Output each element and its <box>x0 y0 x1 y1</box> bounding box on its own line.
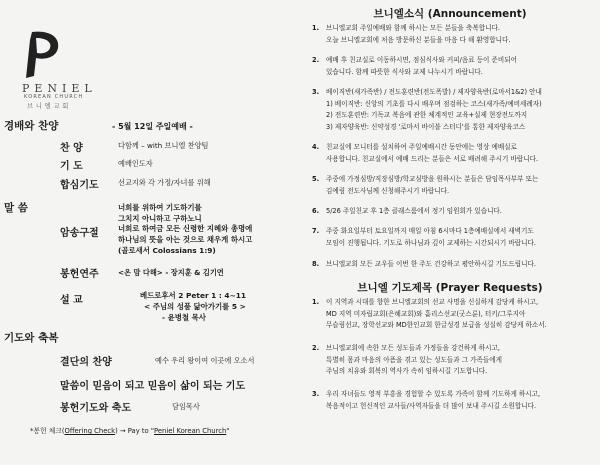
right-column: 브니엘소식 (Announcement) 1. 브니엘교회 주일예배와 함께 하시는 모든 분들을 축복합니다. 오늘 브니엘교회에 처음 방문하신 분들을 마음 다 해 환영합니다. 2. 예배 후 친교실로 이동하시면, 점심식사와 커피/음료 등이 준비되어 있습니다. 함께 따뜻한 식사와 교제 나누시기 바랍니다. 3. 베이직반(새가족반) / 전도훈련반(전도폭발) / 제자양육반(로마서1&2) 안내 1) 베이직반: 신앙의 기초를 다시 배우며 점검하는 코스(새가족/예비세례자) 2) 전도훈련반: 기독교 복음에 관한 체계적인 교육+실제 현장전도까지 3) 제자양육반: 신약성경 '로마서 바이블 스터디'를 통한 제자양육코스 4. 친교실에 모니터를 설치하여 주일예배시간 동안에는 영상 예배실로 사용합니다. 친교실에서 예배 드리는 분들은 서로 배려해 주시기 바랍니다. 5. 주중에 가정심방/직장심방/학교심방을 원하시는 분들은 담임목사부부 또는 김예림 전도사님께 신청해주시기 바랍니다. 6. 5/26 주일친교 후 1층 클래스룸에서 정기 임원회가 있습니다. 7. 주중 화요일부터 토요일까지 매일 아침 6시마다 1층예배실에서 새벽기도 모임이 진행됩니다. 기도로 하나님과 깊이 교제하는 시간되시기 바랍니다. 8. 브니엘교회 모든 교우들 이번 한 주도 건강하고 평안하시길 기도드립니다. 브니엘 기도제목 (Prayer Requests) 1. 이 지역과 시대를 향한 브니엘교회의 선교 사명을 신실하게 감당케 하시고, MD 지역 미자립교회(은혜교회)와 흩리스선교(굿스룬), 터키/그루지아 무슬림선교, 장학선교와 MD한인교회 한글성경 보급을 성실히 감당케 하소서. 2. 브니엘교회에 속한 모든 성도들과 가정들을 강건하게 하시고, 특별히 몸과 마음의 아픔을 겪고 있는 성도들과 그 가족들에게 주님의 치유와 회복의 역사가 속히 임하시길 기도합니다. 3. 우리 자녀들도 영적 부흥을 경험할 수 있도록 가족이 함께 기도하게 하시고, 복음적이고 헌신적인 교사들/사역자들을 더 많이 보내 주시길 소원합니다. <box>300 0 600 465</box>
row-value-praise: 다함께 – with 브니엘 찬양팀 <box>118 141 209 150</box>
offering-label: 봉헌연주 <box>60 269 99 280</box>
sermon-info: 베드로후서 2 Peter 1 : 4~11 < 주님의 성품 닮아가기를 5 > - 윤병철 목사 <box>140 291 247 322</box>
row-value-prayer: 예배인도자 <box>118 159 153 168</box>
church-motto: 말씀이 믿음이 되고 믿음이 삶이 되는 기도 <box>60 381 246 392</box>
logo-korean-name: 브니엘교회 <box>27 102 71 110</box>
benediction-value: 담임목사 <box>172 402 200 411</box>
prayer-requests-title: 브니엘 기도제목 (Prayer Requests) <box>357 282 543 294</box>
recitation-label: 암송구절 <box>60 228 99 239</box>
benediction-label: 봉헌기도와 축도 <box>60 403 132 414</box>
offering-check-note: *봉헌 체크(Offering Check) → Pay to "Peniel Korean Church" <box>30 427 230 435</box>
announcement-title: 브니엘소식 (Announcement) <box>373 8 527 20</box>
peniel-logo-icon <box>14 28 64 80</box>
row-value-unison-prayer: 선교지와 각 가정/자녀를 위해 <box>118 178 211 187</box>
logo-wordmark: PENIEL <box>22 82 97 95</box>
closing-hymn-label: 결단의 찬양 <box>60 357 112 368</box>
logo-subtitle: KOREAN CHURCH <box>24 94 84 100</box>
offering-value: <온 맘 다해> - 장지훈 & 김기연 <box>118 268 224 277</box>
closing-hymn-value: 예수 우리 왕이여 이곳에 오소서 <box>155 356 255 365</box>
row-label-prayer: 기 도 <box>60 161 83 172</box>
section-word-heading: 말 씀 <box>4 202 28 214</box>
service-title: - 5월 12일 주일예배 - <box>112 122 193 131</box>
row-label-praise: 찬 양 <box>60 143 83 154</box>
row-label-unison-prayer: 합심기도 <box>60 180 99 191</box>
sermon-label: 설 교 <box>60 295 83 306</box>
section-worship-heading: 경배와 찬양 <box>4 120 59 132</box>
section-prayer-heading: 기도와 축복 <box>4 332 59 344</box>
recitation-verse: 너희를 위하여 기도하기를 그치지 아니하고 구하노니 너희로 하여금 모든 신령한 지혜와 총명에 하나님의 뜻을 아는 것으로 채우게 하시고 (골로새서 Colossians 1:9) <box>118 203 253 255</box>
